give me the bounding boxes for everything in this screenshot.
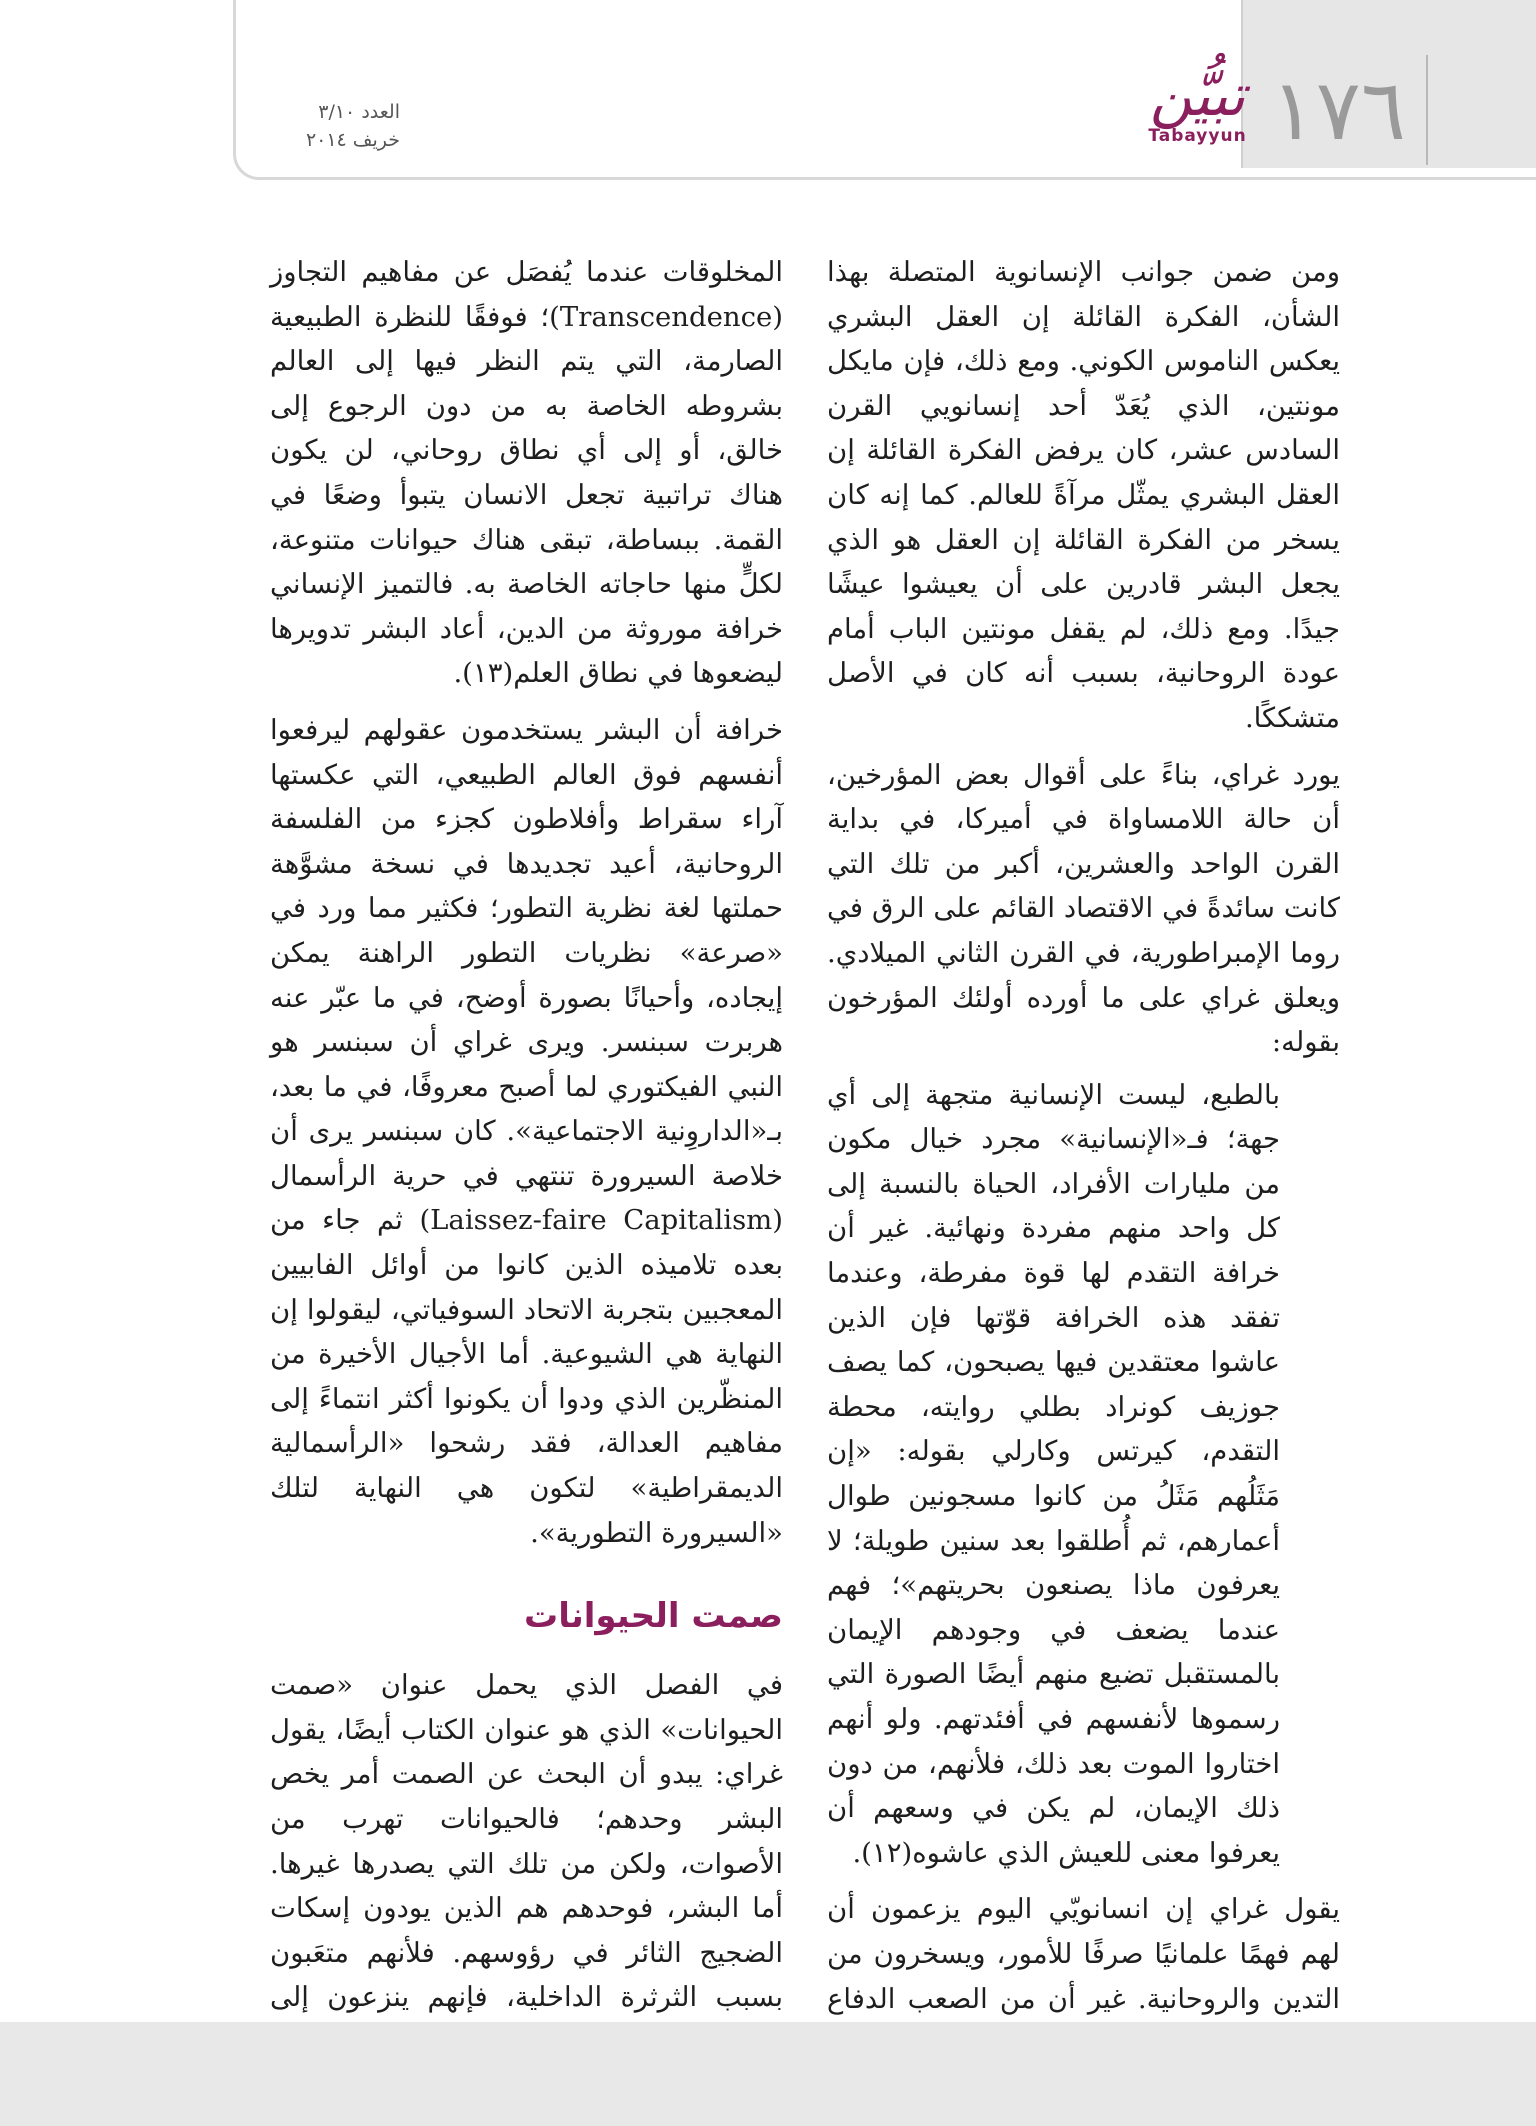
page-number: ١٧٦ (1270, 61, 1406, 159)
paragraph: خرافة أن البشر يستخدمون عقولهم ليرفعوا أنفسهم فوق العالم الطبيعي، التي عكستها آراء سقراط وأفلاطون كجزء من الفلسفة الروحانية، أعيد تجديدها في نسخة مشوَّهة حملتها لغة نظرية التطور؛ فكثير مما ورد في «صرعة» نظريات التطور الراهنة يمكن إيجاده، وأحيانًا بصورة أوضح، في ما عبّر عنه هربرت سبنسر. ويرى غراي أن سبنسر هو النبي الفيكتوري لما أصبح معروفًا، في ما بعد، بـ«الداروِنية الاجتماعية». كان سبنسر يرى أن خلاصة السيرورة تنتهي في حرية الرأسمال (Laissez-faire Capitalism) ثم جاء من بعده تلاميذه الذين كانوا من أوائل الفابيين المعجبين بتجربة الاتحاد السوفياتي، ليقولوا إن النهاية هي الشيوعية. أما الأجيال الأخيرة من المنظّرين الذي ودوا أن يكونوا أكثر انتماءً إلى مفاهيم العدالة، فقد رشحوا «الرأسمالية الديمقراطية» لتكون هي النهاية لتلك «السيرورة التطورية». (270, 713, 783, 1549)
footer-band (0, 2022, 1536, 2126)
journal-logo (1115, 60, 1280, 170)
left-text-column (270, 250, 783, 2065)
section-heading: صمت الحيوانات (524, 1596, 783, 1637)
paragraph: يقول غراي إن انسانويّي اليوم يزعمون أن لهم فهمًا علمانيًا صرفًا للأمور، ويسخرون من التدين والروحانية. غير أن من الصعب الدفاع (827, 1893, 1340, 2015)
block-quote: بالطبع، ليست الإنسانية متجهة إلى أي جهة؛ فـ«الإنسانية» مجرد خيال مكون من مليارات الأفراد، الحياة بالنسبة إلى كل واحد منهم مفردة ونهائية. غير أن خرافة التقدم لها قوة مفرطة، وعندما تفقد هذه الخرافة قوّتها فإن الذين عاشوا معتقدين فيها يصبحون، كما يصف جوزيف كونراد بطلي روايته، محطة التقدم، كيرتس وكارلي بقوله: «إن مَثَلُهم مَثَلُ من كانوا مسجونين طوال أعمارهم، ثم أُطلقوا بعد سنين طويلة؛ لا يعرفون ماذا يصنعون بحريتهم»؛ فهم عندما يضعف في وجودهم الإيمان بالمستقبل تضيع منهم أيضًا الصورة التي رسموها لأنفسهم في أفئدتهم. ولو أنهم اختاروا الموت بعد ذلك، فلأنهم، من دون ذلك الإيمان، لم يكن في وسعهم أن يعرفوا معنى للعيش الذي عاشوه(١٢). (827, 1078, 1280, 1869)
right-text-column (827, 250, 1340, 2066)
paragraph: في الفصل الذي يحمل عنوان «صمت الحيوانات» الذي هو عنوان الكتاب أيضًا، يقول غراي: يبدو أن البحث عن الصمت أمر يخص البشر وحدهم؛ فالحيوانات تهرب من الأصوات، ولكن من تلك التي يصدرها غيرها. أما البشر، فوحدهم هم الذين يودون إسكات الضجيج الثائر في رؤوسهم. فلأنهم متعَبون بسبب الثرثرة الداخلية، فإنهم ينزعون إلى (270, 1669, 783, 2014)
paragraph: يورد غراي، بناءً على أقوال بعض المؤرخين، أن حالة اللامساواة في أميركا، في بداية القرن الواحد والعشرين، أكبر من تلك التي كانت سائدةً في الاقتصاد القائم على الرق في روما الإمبراطورية، في القرن الثاني الميلادي. ويعلق غراي على ما أورده أولئك المؤرخون بقوله: (827, 758, 1340, 1059)
issue-info (270, 98, 400, 154)
page-number-divider (1426, 55, 1428, 165)
logo-latin-text: Tabayyun (1148, 126, 1247, 146)
issue-season: خريف ٢٠١٤ (305, 129, 400, 151)
paragraph: المخلوقات عندما يُفصَل عن مفاهيم التجاوز (Transcendence)؛ فوفقًا للنظرة الطبيعية الصارمة، التي يتم النظر فيها إلى العالم بشروطه الخاصة به من دون الرجوع إلى خالق، أو إلى أي نطاق روحاني، لن يكون هناك تراتبية تجعل الانسان يتبوأ وضعًا في القمة. ببساطة، تبقى هناك حيوانات متنوعة، لكلٍّ منها حاجاته الخاصة به. فالتميز الإنساني خرافة موروثة من الدين، أعاد البشر تدويرها ليضعوها في نطاق العلم(١٣). (270, 256, 783, 690)
paragraph: ومن ضمن جوانب الإنسانوية المتصلة بهذا الشأن، الفكرة القائلة إن العقل البشري يعكس الناموس الكوني. ومع ذلك، فإن مايكل مونتين، الذي يُعَدّ أحد إنسانويي القرن السادس عشر، كان يرفض الفكرة القائلة إن العقل البشري يمثّل مرآةً للعالم. كما إنه كان يسخر من الفكرة القائلة إن العقل هو الذي يجعل البشر قادرين على أن يعيشوا عيشًا جيدًا. ومع ذلك، لم يقفل مونتين الباب أمام عودة الروحانية، بسبب أنه كان في الأصل متشككًا. (827, 256, 1340, 734)
issue-number: العدد ٣/١٠ (318, 101, 400, 123)
logo-arabic-text: تبيُّن (1149, 61, 1246, 129)
